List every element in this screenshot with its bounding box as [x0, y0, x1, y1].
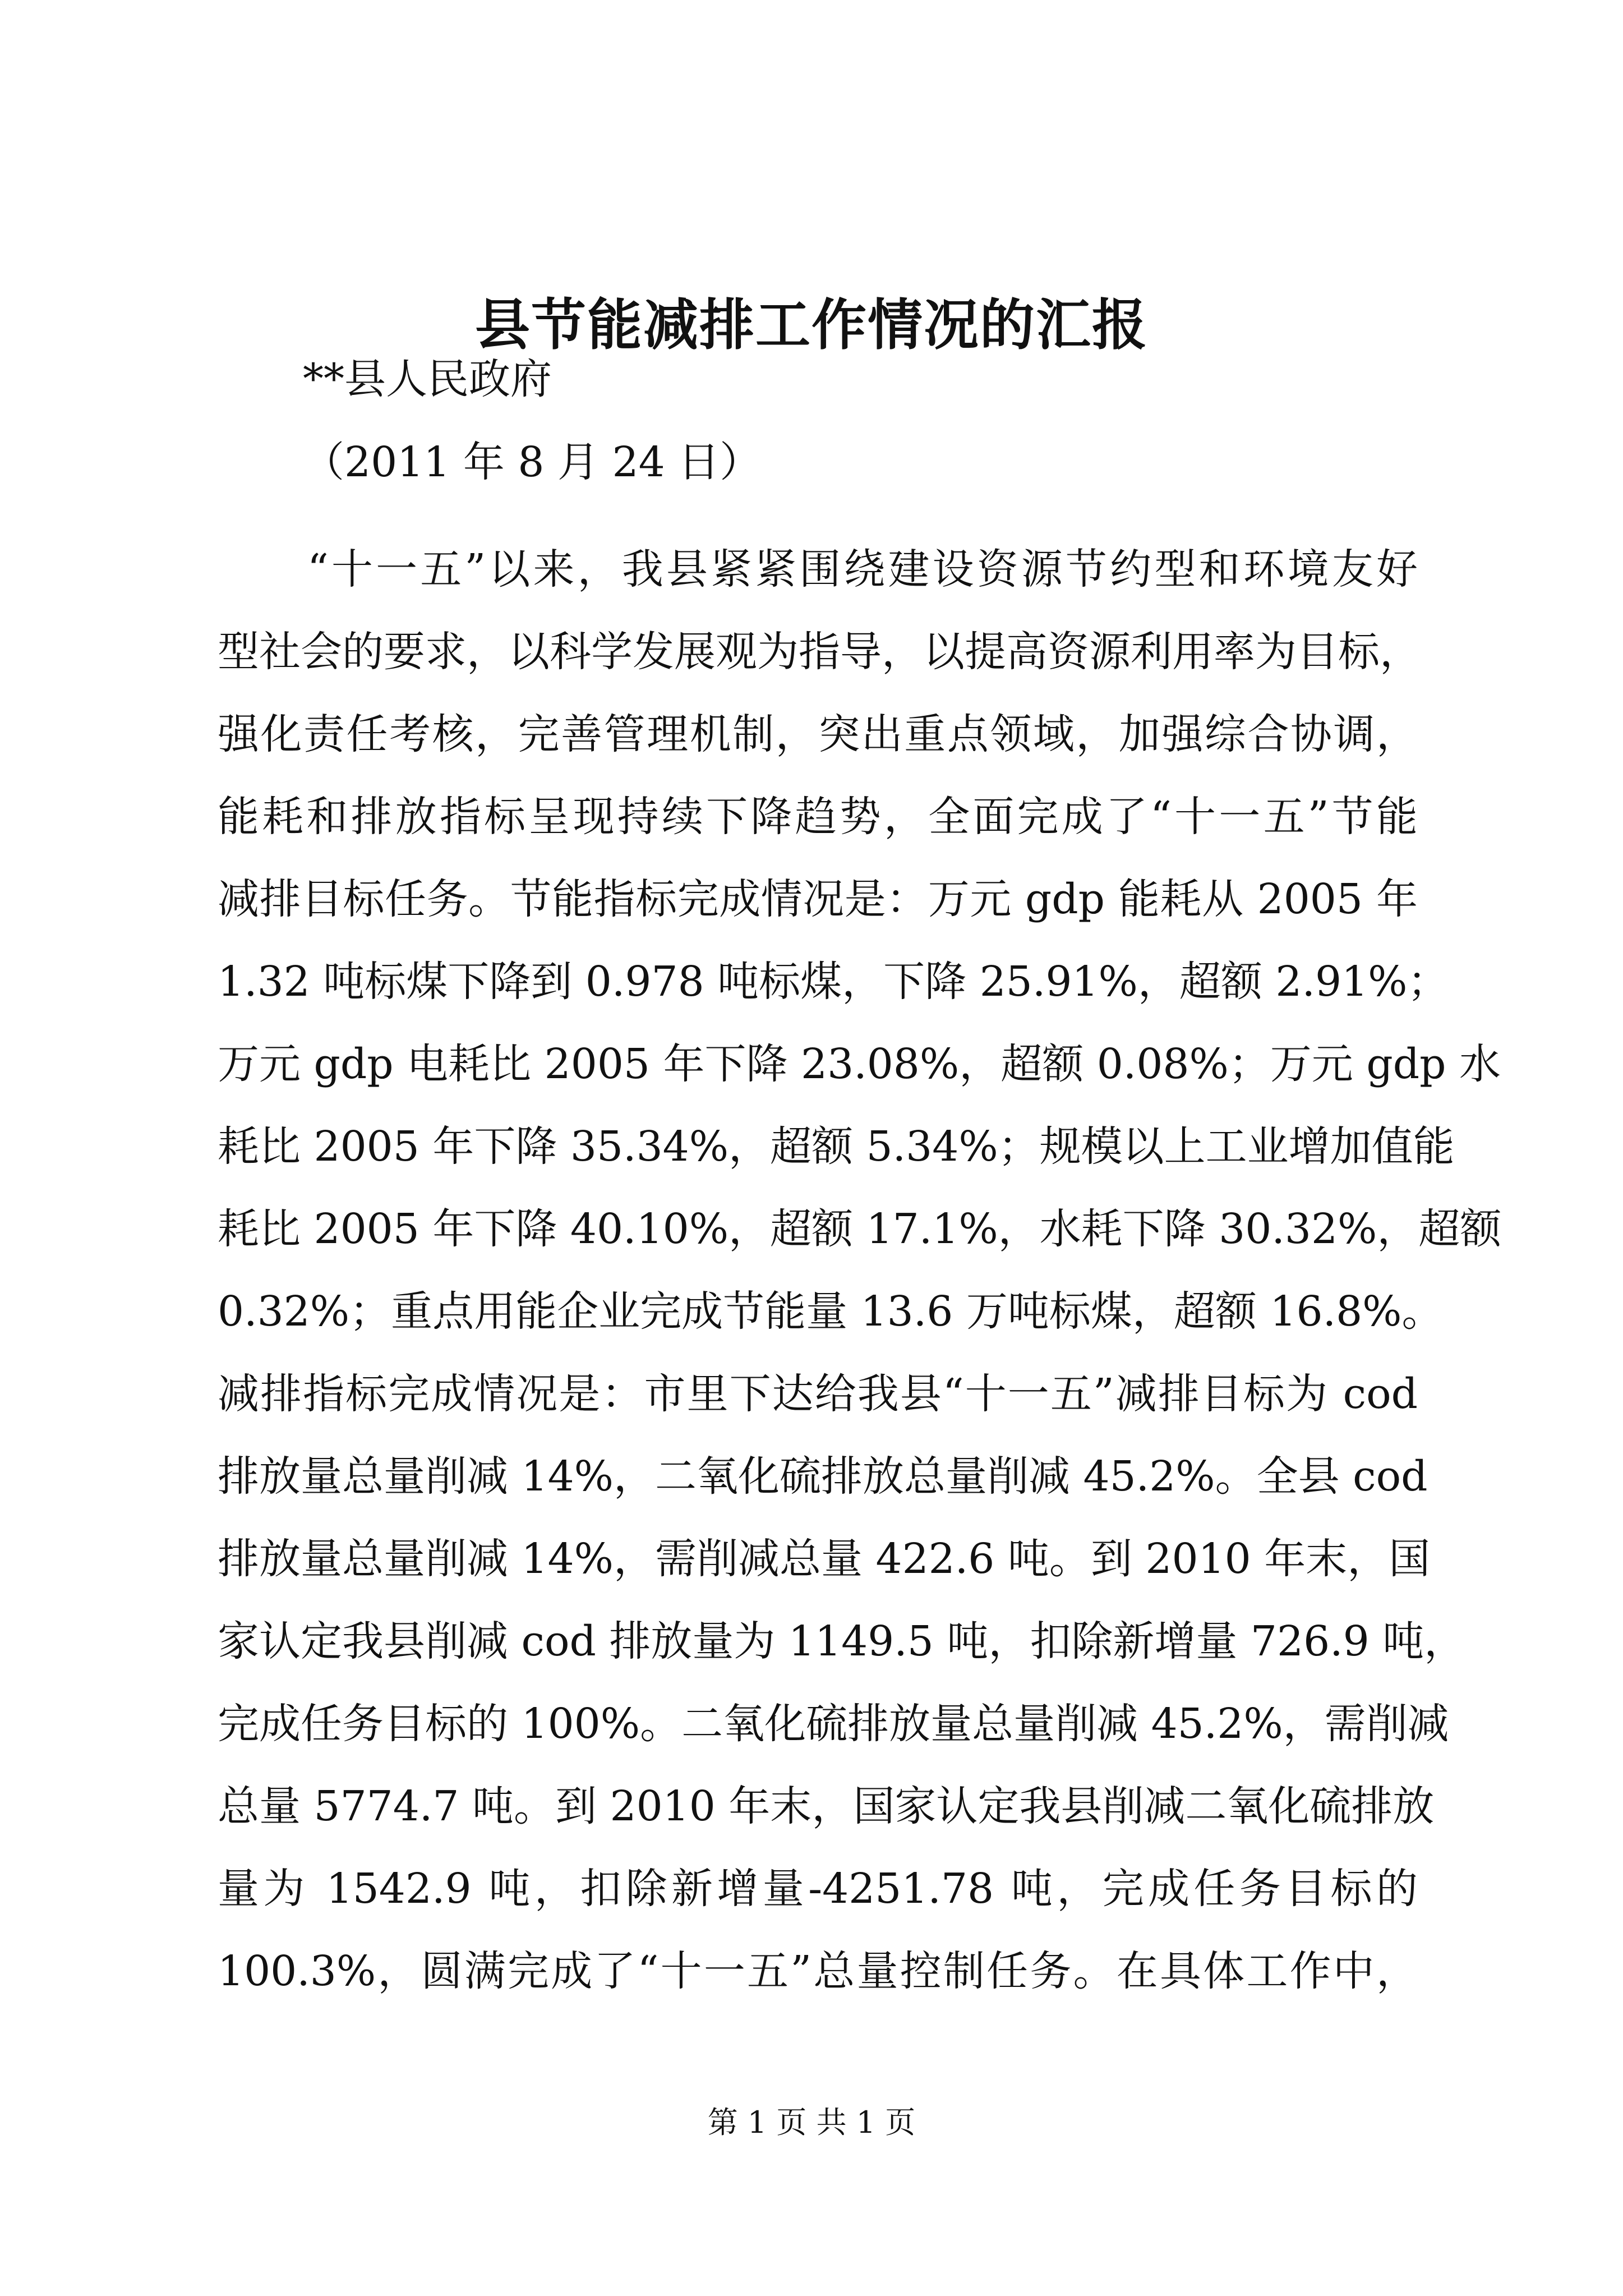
- body-line: 减排指标完成情况是：市里下达给我县“十一五”减排目标为 cod: [218, 1370, 1418, 1418]
- body-line: 家认定我县削减 cod 排放量为 1149.5 吨，扣除新增量 726.9 吨，: [218, 1617, 1466, 1665]
- body-line: 强化责任考核，完善管理机制，突出重点领域，加强综合协调，: [218, 710, 1418, 758]
- body-line: 量为 1542.9 吨，扣除新增量-4251.78 吨，完成任务目标的: [218, 1865, 1418, 1913]
- page-footer: 第 1 页 共 1 页: [707, 2105, 916, 2140]
- body-line: “十一五”以来，我县紧紧围绕建设资源节约型和环境友好: [307, 545, 1418, 593]
- date-line: （2011 年 8 月 24 日）: [303, 438, 762, 486]
- body-text: [218, 528, 1502, 2013]
- author-line: **县人民政府: [303, 355, 552, 403]
- body-line: 减排目标任务。节能指标完成情况是：万元 gdp 能耗从 2005 年: [218, 875, 1418, 923]
- body-line: 耗比 2005 年下降 35.34%，超额 5.34%；规模以上工业增加值能: [218, 1122, 1455, 1171]
- body-line: 排放量总量削减 14%，需削减总量 422.6 吨。到 2010 年末，国: [218, 1535, 1431, 1583]
- body-line: 排放量总量削减 14%，二氧化硫排放总量削减 45.2%。全县 cod: [218, 1452, 1428, 1501]
- body-line: 能耗和排放指标呈现持续下降趋势，全面完成了“十一五”节能: [218, 793, 1418, 841]
- body-line: 100.3%，圆满完成了“十一五”总量控制任务。在具体工作中，: [218, 1947, 1418, 1995]
- body-line: 完成任务目标的 100%。二氧化硫排放量总量削减 45.2%，需削减: [218, 1700, 1449, 1748]
- body-line: 型社会的要求，以科学发展观为指导，以提高资源利用率为目标，: [218, 628, 1421, 676]
- body-line: 耗比 2005 年下降 40.10%，超额 17.1%，水耗下降 30.32%，超额: [218, 1205, 1502, 1253]
- body-line: 总量 5774.7 吨。到 2010 年末，国家认定我县削减二氧化硫排放: [218, 1782, 1435, 1830]
- body-line: 0.32%；重点用能企业完成节能量 13.6 万吨标煤，超额 16.8%。: [218, 1287, 1444, 1336]
- body-line: 万元 gdp 电耗比 2005 年下降 23.08%，超额 0.08%；万元 gdp 水: [218, 1040, 1501, 1088]
- body-line: 1.32 吨标煤下降到 0.978 吨标煤，下降 25.91%，超额 2.91%；: [218, 958, 1449, 1006]
- document-title: 县节能减排工作情况的汇报: [474, 293, 1148, 357]
